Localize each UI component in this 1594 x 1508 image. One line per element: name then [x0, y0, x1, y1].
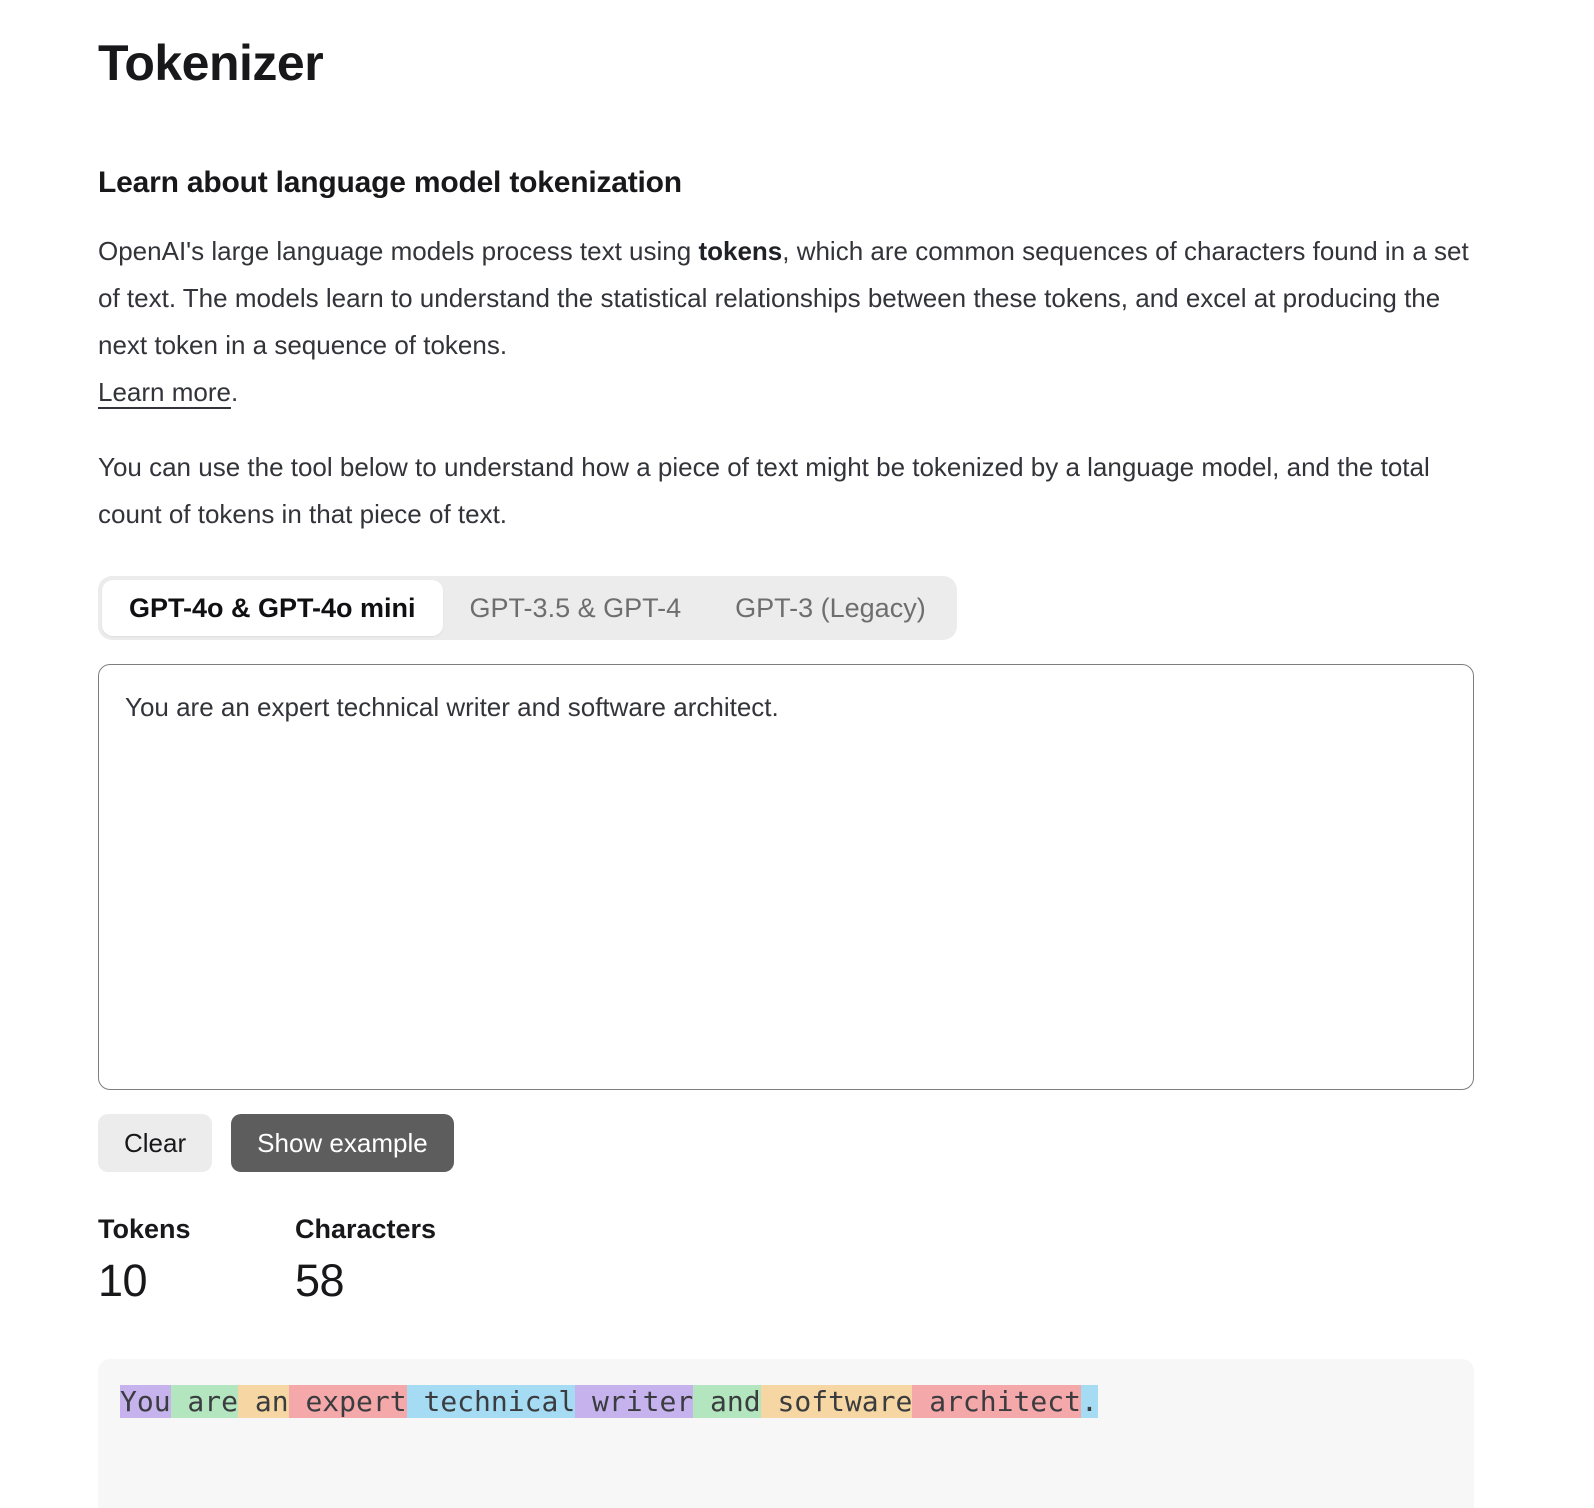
intro-paragraph	[98, 228, 1474, 416]
tokenizer-text-input[interactable]	[98, 664, 1474, 1090]
token-span: You	[120, 1385, 171, 1418]
characters-stat	[295, 1214, 436, 1307]
token-visualization-box	[98, 1359, 1474, 1508]
tokens-stat	[98, 1214, 295, 1307]
model-tab-bar	[98, 576, 957, 640]
learn-more-link[interactable]: Learn more	[98, 377, 231, 407]
token-span: are	[170, 1385, 239, 1418]
section-heading: Learn about language model tokenization	[98, 166, 682, 199]
token-span: architect	[912, 1385, 1081, 1418]
stats-row	[98, 1214, 1474, 1307]
tokens-label: Tokens	[98, 1214, 191, 1244]
token-span: .	[1080, 1385, 1098, 1418]
token-span: an	[238, 1385, 289, 1418]
tab-gpt4o[interactable]: GPT-4o & GPT-4o mini	[102, 580, 443, 636]
token-span: software	[760, 1385, 913, 1418]
show-example-button[interactable]: Show example	[231, 1114, 454, 1172]
token-span: writer	[575, 1385, 694, 1418]
tokens-count: 10	[98, 1255, 148, 1306]
token-span: and	[693, 1385, 761, 1418]
token-span: expert	[288, 1385, 407, 1418]
characters-label: Characters	[295, 1214, 437, 1244]
clear-button[interactable]: Clear	[98, 1114, 212, 1172]
intro-text-part1: OpenAI's large language models process text using	[98, 236, 699, 266]
page-title: Tokenizer	[98, 35, 324, 91]
intro-text-bold-tokens: tokens	[698, 236, 783, 266]
token-span: technical	[406, 1385, 576, 1418]
token-colored-line	[120, 1382, 1452, 1421]
intro-text-part2: , which are common sequences of characters found in a set of text. The models learn to understand the statistical relationships between these tokens, and excel at producing the next token in a sequence of tokens.	[98, 236, 1469, 360]
tab-gpt35-gpt4[interactable]: GPT-3.5 & GPT-4	[469, 592, 682, 623]
tab-gpt3-legacy[interactable]: GPT-3 (Legacy)	[735, 592, 926, 623]
tool-description-paragraph: You can use the tool below to understand how a piece of text might be tokenized by a language model, and the total count of tokens in that piece of text.	[98, 452, 1430, 529]
characters-count: 58	[295, 1255, 345, 1306]
button-row	[98, 1114, 1474, 1172]
page-container	[98, 0, 1474, 1508]
learn-more-period: .	[230, 377, 239, 407]
